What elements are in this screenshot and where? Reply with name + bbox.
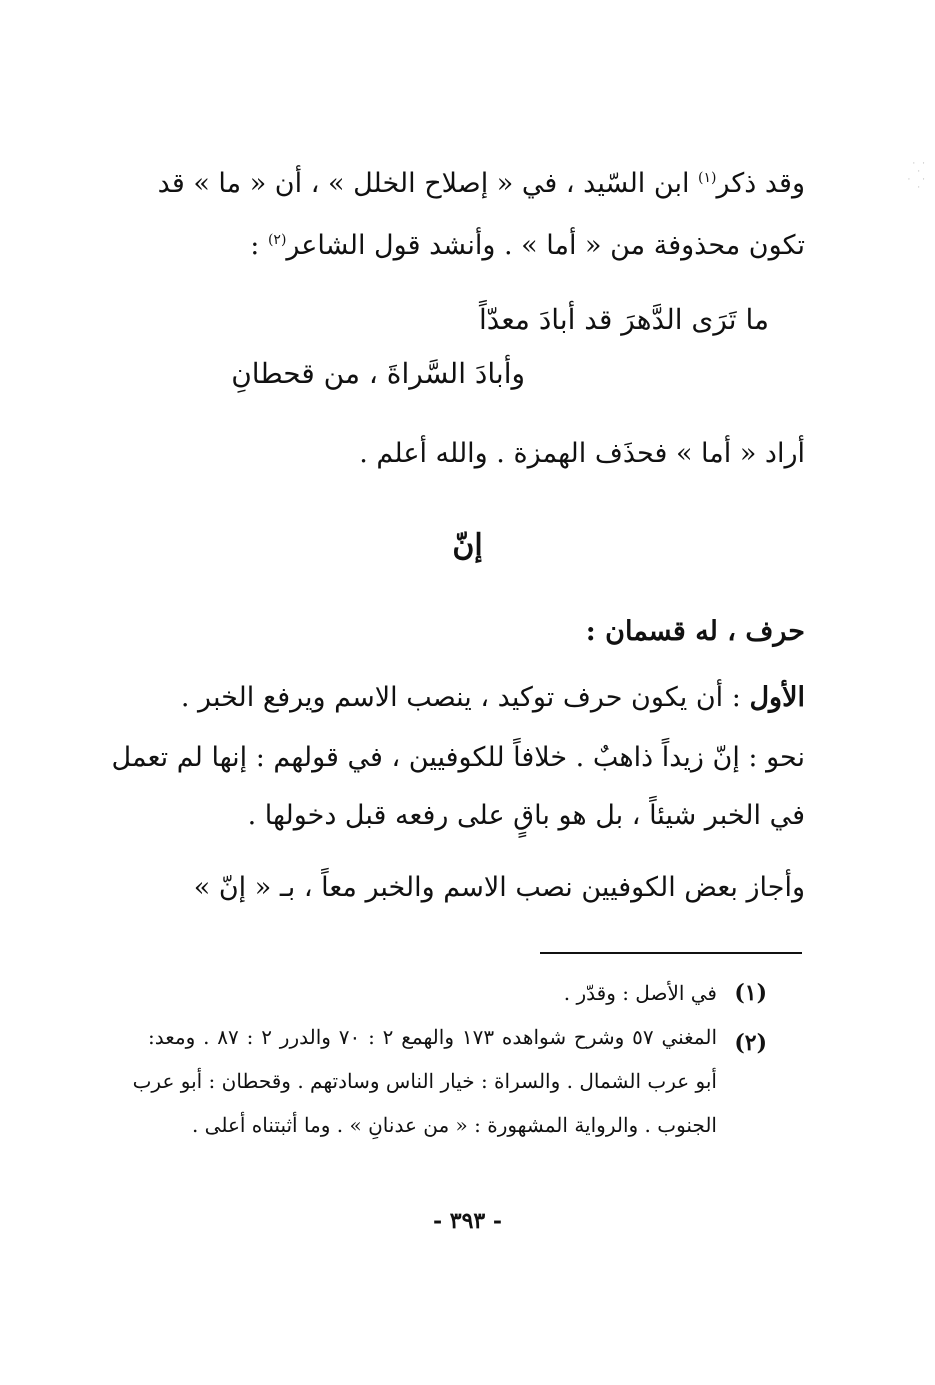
footnote-2-line-3: الجنوب . والرواية المشهورة : « من عدنانِ » . وما أثبتناه أعلى . [191, 1113, 717, 1137]
paragraph-1-lead: الأول [749, 682, 805, 713]
body-line-1-start: وقد ذكر [716, 168, 805, 199]
footnote-2-number: (٢) [734, 1030, 767, 1056]
footnote-2-line-1: المغني ٥٧ وشرح شواهده ١٧٣ والهمع ٢ : ٧٠ والدرر ٢ : ٨٧ . ومعد: [148, 1025, 718, 1049]
section-heading: إنّ [452, 528, 483, 563]
body-line-2-end: : [250, 230, 268, 261]
paragraph-1-rest: : أن يكون حرف توكيد ، ينصب الاسم ويرفع الخبر . [180, 682, 750, 713]
paragraph-2: نحو : إنّ زيداً ذاهبٌ . خلافاً للكوفيين ، في قولهم : إنها لم تعمل [111, 742, 805, 773]
body-line-2-start: تكون محذوفة من « أما » . وأنشد قول الشاعر [286, 230, 805, 261]
paragraph-1 [181, 680, 805, 716]
footnote-1-text: في الأصل : وقدّر . [563, 981, 717, 1005]
footnote-ref-1: (١) [698, 170, 717, 186]
body-line-2 [250, 228, 805, 264]
footnote-1-number: (١) [734, 980, 767, 1006]
body-line-1-end: ابن السّيد ، في « إصلاح الخلل » ، أن « ما » قد [157, 168, 699, 199]
footnote-ref-2: (٢) [267, 232, 287, 248]
body-line-3: أراد « أما » فحذَف الهمزة . والله أعلم . [359, 438, 805, 469]
paragraph-3: في الخبر شيئاً ، بل هو باقٍ على رفعه قبل دخولها . [247, 800, 805, 831]
footnote-divider [540, 952, 802, 954]
section-intro: حرف ، له قسمان : [585, 616, 805, 647]
margin-speckle: · · · · · · [907, 159, 927, 193]
page-number: - ٣٩٣ - [432, 1208, 503, 1234]
paragraph-4: وأجاز بعض الكوفيين نصب الاسم والخبر معاً ، بـ « إنّ » [193, 872, 805, 903]
verse-second-hemistich: وأبادَ السَّراةَ ، من قحطانِ [231, 357, 525, 390]
body-line-1 [157, 166, 805, 202]
verse-first-hemistich: ما تَرَى الدَّهرَ قد أبادَ معدّاً [478, 303, 769, 336]
footnote-2-line-2: أبو عرب الشمال . والسراة : خيار الناس وسادتهم . وقحطان : أبو عرب [132, 1069, 717, 1093]
